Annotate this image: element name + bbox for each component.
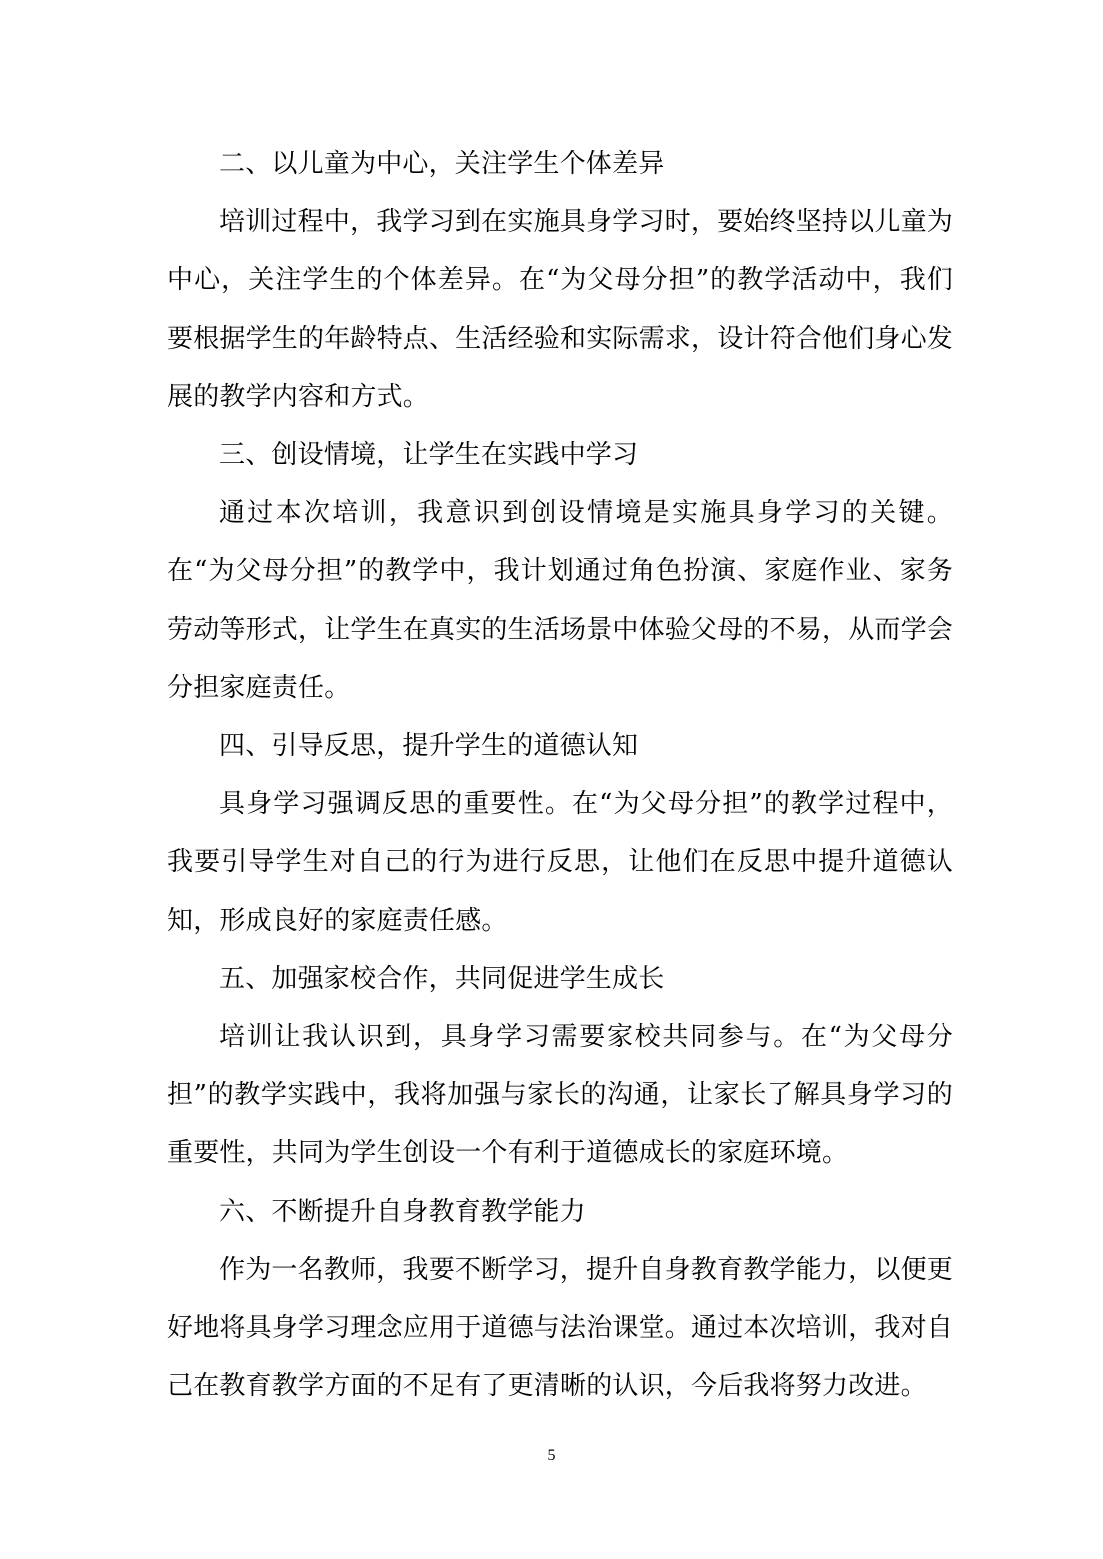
section-heading-5: 五、加强家校合作，共同促进学生成长	[219, 963, 665, 994]
section-heading-2: 二、以儿童为中心，关注学生个体差异	[219, 149, 665, 179]
body-paragraph-3: 通过本次培训，我意识到创设情境是实施具身学习的关键。在“为父母分担”的教学中，我计划通过角色扮演、家庭作业、家务劳动等形式，让学生在真实的生活场景中体验父母的不易，从而学会分担家庭责任。	[167, 498, 954, 703]
document-body	[167, 135, 953, 1415]
page-number: 5	[547, 1447, 556, 1464]
body-paragraph-4: 具身学习强调反思的重要性。在“为父母分担”的教学过程中，我要引导学生对自己的行为进行反思，让他们在反思中提升道德认知，形成良好的家庭责任感。	[167, 789, 953, 936]
body-paragraph-5: 培训让我认识到，具身学习需要家校共同参与。在“为父母分担”的教学实践中，我将加强与家长的沟通，让家长了解具身学习的重要性，共同为学生创设一个有利于道德成长的家庭环境。	[167, 1022, 953, 1169]
section-heading-3: 三、创设情境，让学生在实践中学习	[219, 440, 639, 471]
section-heading-4: 四、引导反思，提升学生的道德认知	[219, 731, 639, 762]
body-paragraph-6: 作为一名教师，我要不断学习，提升自身教育教学能力，以便更好地将具身学习理念应用于道德与法治课堂。通过本次培训，我对自己在教育教学方面的不足有了更清晰的认识，今后我将努力改进。	[167, 1254, 954, 1402]
section-heading-6: 六、不断提升自身教育教学能力	[219, 1196, 586, 1227]
body-paragraph-2: 培训过程中，我学习到在实施具身学习时，要始终坚持以儿童为中心，关注学生的个体差异。在“为父母分担”的教学活动中，我们要根据学生的年龄特点、生活经验和实际需求，设计符合他们身心发展的教学内容和方式。	[167, 207, 954, 412]
